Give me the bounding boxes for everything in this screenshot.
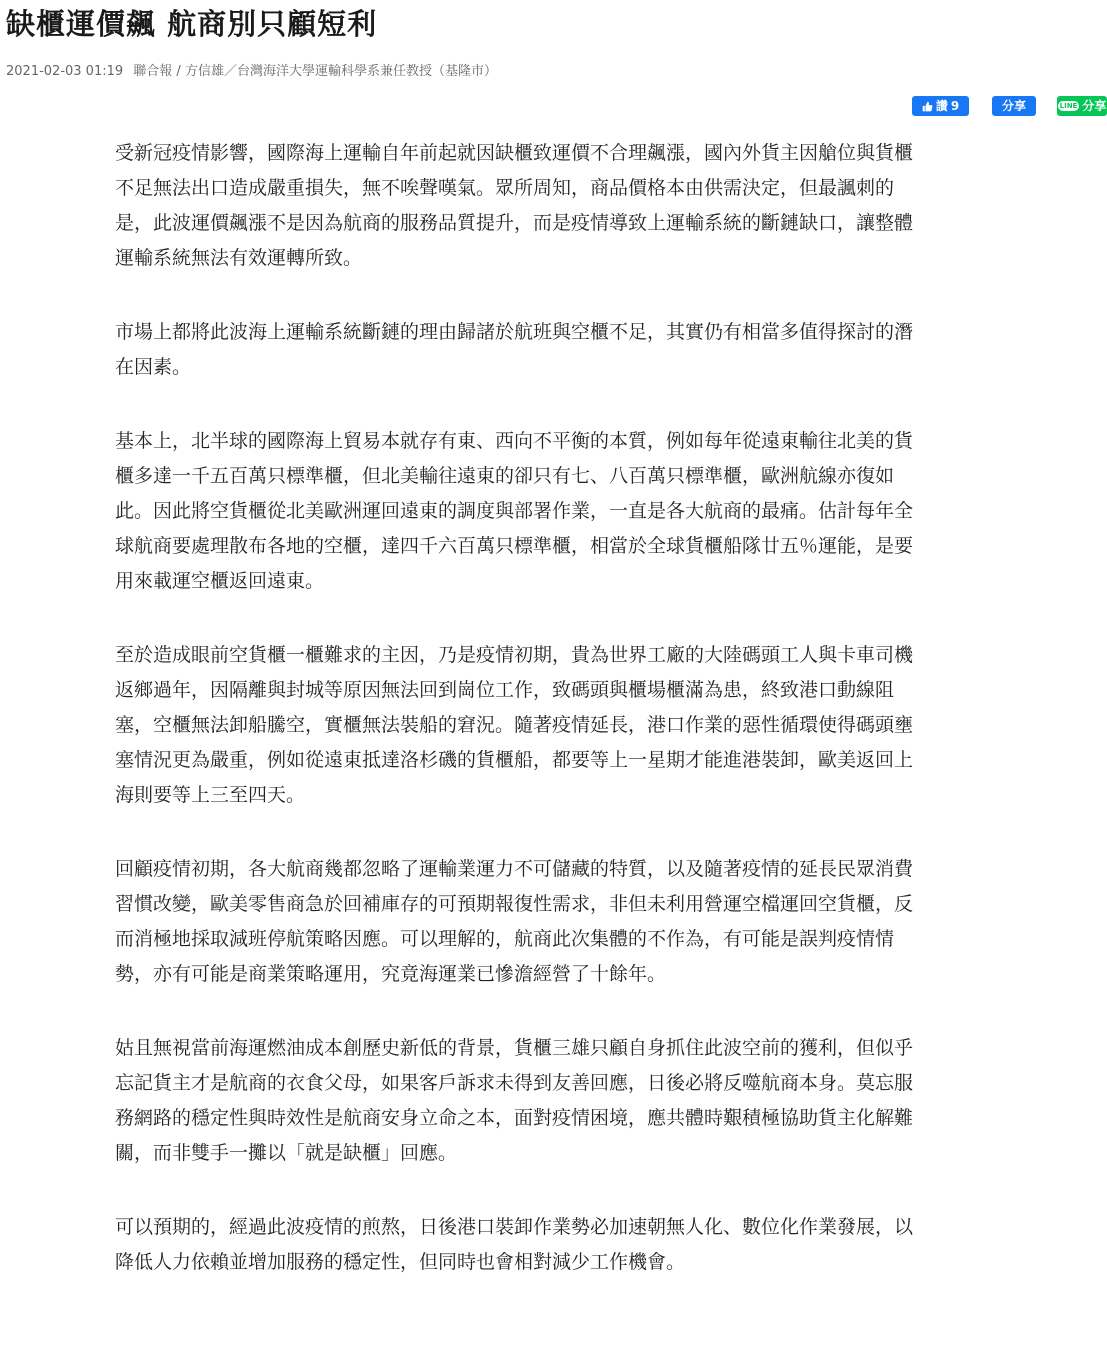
article-title: 缺櫃運價飆 航商別只顧短利 xyxy=(6,7,378,41)
article-paragraph: 可以預期的，經過此波疫情的煎熬，日後港口裝卸作業勢必加速朝無人化、數位化作業發展，以降低人力依賴並增加服務的穩定性，但同時也會相對減少工作機會。 xyxy=(115,1216,914,1273)
like-label: 讚 xyxy=(935,99,948,113)
like-count: 9 xyxy=(950,99,960,113)
thumbs-up-icon xyxy=(922,101,933,112)
publish-datetime: 2021-02-03 01:19 xyxy=(6,64,124,79)
article-meta xyxy=(6,63,503,81)
article-source: 聯合報 / 方信雄／台灣海洋大學運輸科學系兼任教授（基隆市） xyxy=(133,64,497,79)
line-share-label: 分享 xyxy=(1082,99,1107,113)
facebook-share-button[interactable] xyxy=(992,96,1036,116)
article-paragraph: 回顧疫情初期，各大航商幾都忽略了運輸業運力不可儲藏的特質，以及隨著疫情的延長民眾消費習慣改變，歐美零售商急於回補庫存的可預期報復性需求，非但未利用營運空檔運回空貨櫃，反而消極地採取減班停航策略因應。可以理解的，航商此次集體的不作為，有可能是誤判疫情情勢，亦有可能是商業策略運用，究竟海運業已慘澹經營了十餘年。 xyxy=(115,858,914,985)
line-share-button[interactable] xyxy=(1057,96,1107,116)
share-label: 分享 xyxy=(1001,99,1026,113)
line-logo-icon: LINE xyxy=(1059,102,1078,110)
article-body xyxy=(115,136,915,1319)
article-paragraph: 基本上，北半球的國際海上貿易本就存有東、西向不平衡的本質，例如每年從遠東輸往北美的貨櫃多達一千五百萬只標準櫃，但北美輸往遠東的卻只有七、八百萬只標準櫃，歐洲航線亦復如此。因此將空貨櫃從北美歐洲運回遠東的調度與部署作業，一直是各大航商的最痛。估計每年全球航商要處理散布各地的空櫃，達四千六百萬只標準櫃，相當於全球貨櫃船隊廿五％運能，是要用來載運空櫃返回遠東。 xyxy=(115,430,914,592)
article-paragraph: 姑且無視當前海運燃油成本創歷史新低的背景，貨櫃三雄只顧自身抓住此波空前的獲利，但似乎忘記貨主才是航商的衣食父母，如果客戶訴求未得到友善回應，日後必將反噬航商本身。莫忘服務網路的穩定性與時效性是航商安身立命之本，面對疫情困境，應共體時艱積極協助貨主化解難關，而非雙手一攤以「就是缺櫃」回應。 xyxy=(115,1037,914,1164)
article-paragraph: 至於造成眼前空貨櫃一櫃難求的主因，乃是疫情初期，貴為世界工廠的大陸碼頭工人與卡車司機返鄉過年，因隔離與封城等原因無法回到崗位工作，致碼頭與櫃場櫃滿為患，終致港口動線阻塞，空櫃無法卸船騰空，實櫃無法裝船的窘況。隨著疫情延長，港口作業的惡性循環使得碼頭壅塞情況更為嚴重，例如從遠東抵達洛杉磯的貨櫃船，都要等上一星期才能進港裝卸，歐美返回上海則要等上三至四天。 xyxy=(115,644,914,806)
article-paragraph: 受新冠疫情影響，國際海上運輸自年前起就因缺櫃致運價不合理飆漲，國內外貨主因艙位與貨櫃不足無法出口造成嚴重損失，無不唉聲嘆氣。眾所周知，商品價格本由供需決定，但最諷刺的是，此波運價飆漲不是因為航商的服務品質提升，而是疫情導致上運輸系統的斷鏈缺口，讓整體運輸系統無法有效運轉所致。 xyxy=(115,142,914,269)
facebook-like-button[interactable] xyxy=(912,96,969,116)
article-paragraph: 市場上都將此波海上運輸系統斷鏈的理由歸諸於航班與空櫃不足，其實仍有相當多值得探討的潛在因素。 xyxy=(115,321,914,378)
